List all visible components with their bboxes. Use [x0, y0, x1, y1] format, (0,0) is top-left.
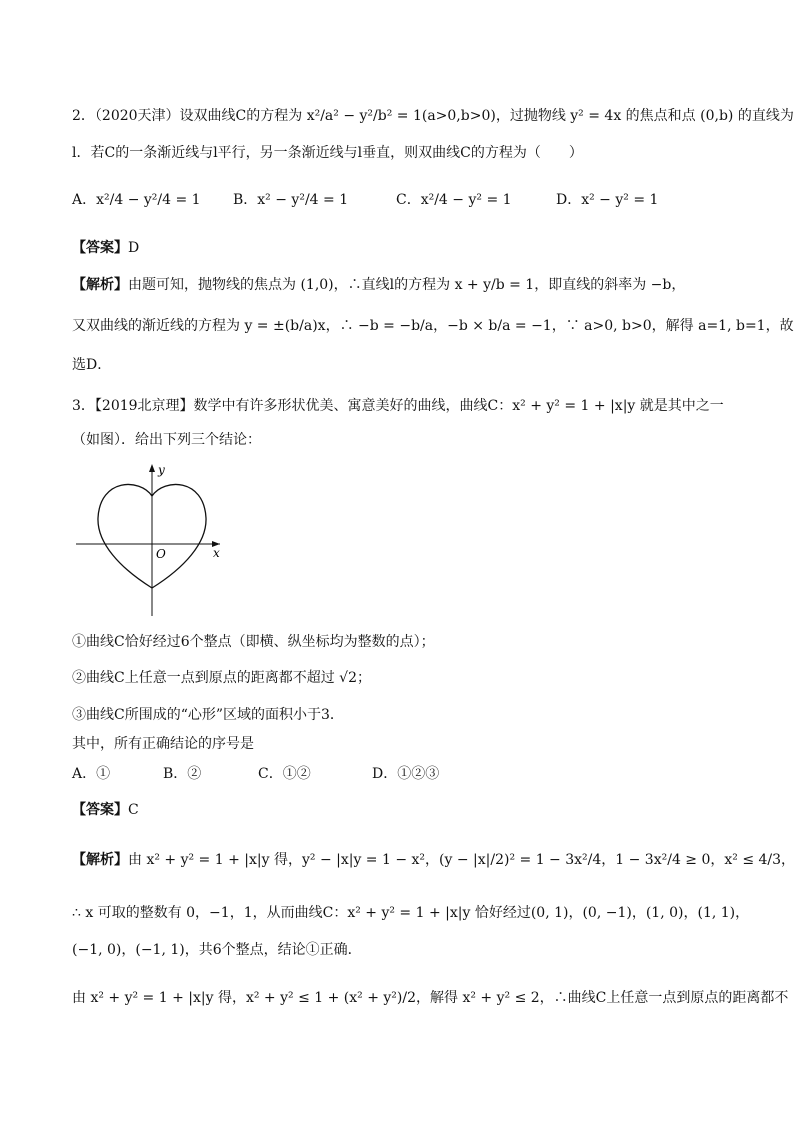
problem2-stem-line1: 2．（2020天津）设双曲线C的方程为 x²/a² − y²/b² = 1(a>0,b>0)，过抛物线 y² = 4x 的焦点和点 (0,b) 的直线为 [72, 108, 794, 124]
problem3-answer [72, 800, 722, 820]
problem3-option-d: D．①②③ [372, 766, 440, 782]
problem2-option-a: A．x²/4 − y²/4 = 1 [72, 192, 201, 208]
problem3-stem-line1: 3．【2019北京理】数学中有许多形状优美、寓意美好的曲线，曲线C：x² + y² = 1 + |x|y 就是其中之一 [72, 398, 724, 414]
problem2-analysis-line1 [72, 275, 722, 295]
problem3-option-c: C．①② [258, 766, 311, 782]
answer-label: 【答案】 [72, 240, 128, 256]
analysis-label: 【解析】 [72, 277, 128, 293]
origin-label: O [156, 547, 166, 561]
x-axis-label: x [213, 546, 220, 560]
answer-label: 【答案】 [72, 802, 128, 818]
heart-curve-figure [70, 458, 230, 618]
problem3-conclusion1: ①曲线C恰好经过6个整点（即横、纵坐标均为整数的点）； [72, 634, 435, 650]
analysis-text: 由 x² + y² = 1 + |x|y 得，y² − |x|y = 1 − x²，(y − |x|/2)² = 1 − 3x²/4，1 − 3x²/4 ≥ 0，x² ≤ 4/3， [128, 852, 795, 868]
problem2-option-c: C．x²/4 − y² = 1 [396, 192, 512, 208]
problem3-analysis-line4: 由 x² + y² = 1 + |x|y 得，x² + y² ≤ 1 + (x² + y²)/2，解得 x² + y² ≤ 2，∴曲线C上任意一点到原点的距离都不 [72, 990, 789, 1006]
problem3-question: 其中，所有正确结论的序号是 [72, 736, 254, 752]
problem3-option-a: A．① [72, 766, 111, 782]
problem2-stem-line2: l．若C的一条渐近线与l平行，另一条渐近线与l垂直，则双曲线C的方程为（ ） [72, 145, 583, 161]
problem3-option-b: B．② [163, 766, 202, 782]
y-axis-label: y [158, 463, 165, 477]
problem3-conclusion3: ③曲线C所围成的“心形”区域的面积小于3． [72, 707, 344, 723]
problem3-analysis-line3: (−1, 0)，(−1, 1)，共6个整点，结论①正确． [72, 942, 362, 958]
problem2-answer [72, 238, 722, 258]
analysis-text: 由题可知，抛物线的焦点为 (1,0)，∴直线l的方程为 x + y/b = 1，即直线的斜率为 −b， [128, 277, 686, 293]
problem3-analysis-line1 [72, 850, 795, 870]
problem3-analysis-line2: ∴ x 可取的整数有 0，−1，1，从而曲线C：x² + y² = 1 + |x|y 恰好经过(0, 1)，(0, −1)，(1, 0)，(1, 1)， [72, 905, 750, 921]
answer-value: C [128, 802, 139, 818]
problem2-option-d: D．x² − y² = 1 [556, 192, 659, 208]
answer-value: D [128, 240, 140, 256]
problem2-option-b: B．x² − y²/4 = 1 [233, 192, 349, 208]
problem2-analysis-line3: 选D． [72, 357, 112, 373]
analysis-label: 【解析】 [72, 852, 128, 868]
problem3-conclusion2: ②曲线C上任意一点到原点的距离都不超过 √2； [72, 670, 371, 686]
y-axis-arrow [149, 464, 155, 472]
problem2-analysis-line2: 又双曲线的渐近线的方程为 y = ±(b/a)x，∴ −b = −b/a，−b × b/a = −1，∵ a>0, b>0，解得 a=1, b=1，故 [72, 318, 794, 334]
problem3-stem-line2: （如图）．给出下列三个结论： [72, 432, 261, 448]
